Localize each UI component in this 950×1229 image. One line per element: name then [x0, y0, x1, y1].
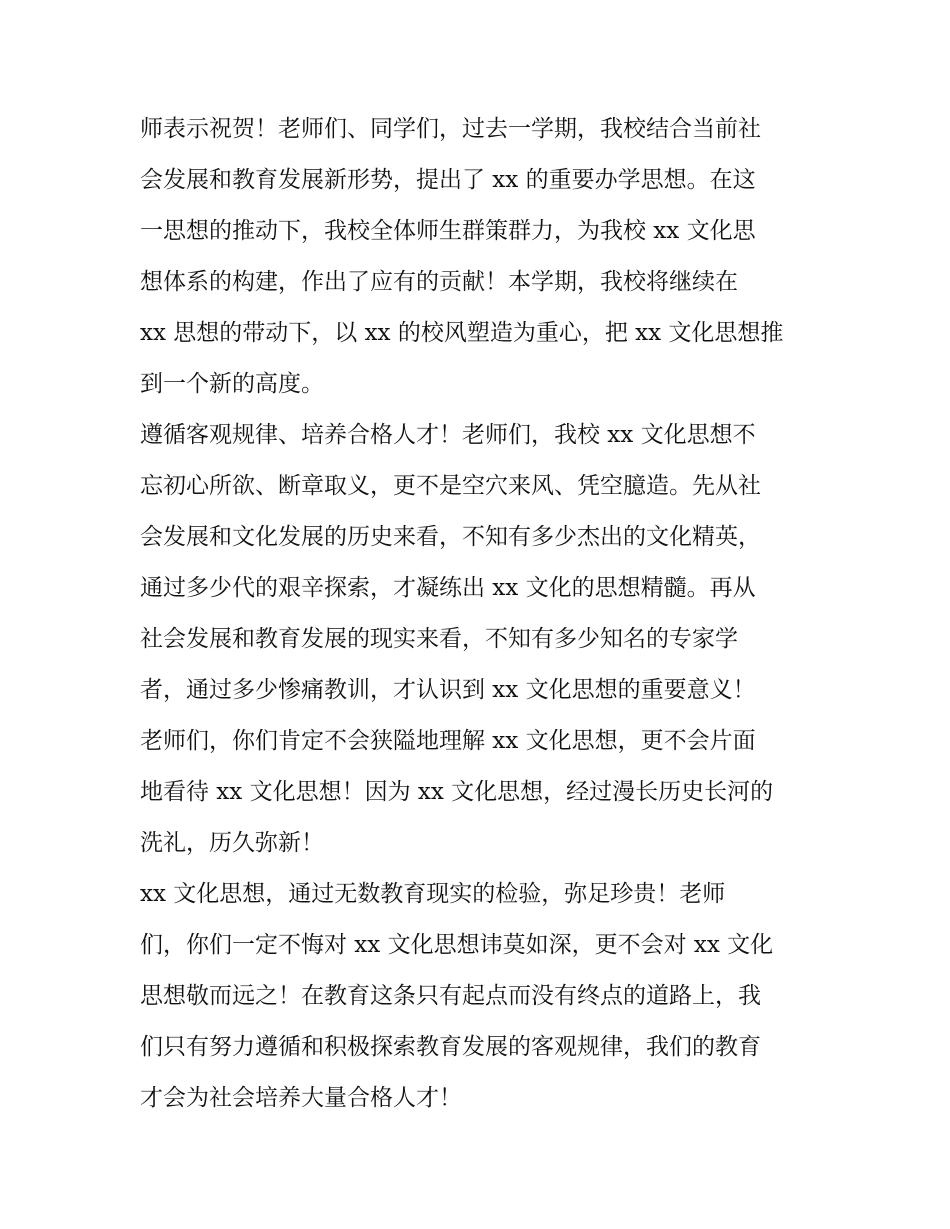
text-line: 者，通过多少惨痛教训，才认识到 xx 文化思想的重要意义！: [140, 677, 756, 703]
text-line: 们只有努力遵循和积极探索教育发展的客观规律，我们的教育: [140, 1034, 761, 1060]
text-line: 通过多少代的艰辛探索，才凝练出 xx 文化的思想精髓。再从: [140, 575, 756, 601]
text-line: 老师们，你们肯定不会狭隘地理解 xx 文化思想，更不会片面: [140, 728, 756, 754]
text-line: 到一个新的高度。: [140, 371, 324, 397]
text-line: 想体系的构建，作出了应有的贡献！本学期，我校将继续在: [140, 269, 738, 295]
text-line: 地看待 xx 文化思想！因为 xx 文化思想，经过漫长历史长河的: [140, 779, 774, 805]
text-line: xx 思想的带动下，以 xx 的校风塑造为重心，把 xx 文化思想推: [140, 320, 784, 346]
text-line: 会发展和文化发展的历史来看，不知有多少杰出的文化精英，: [140, 524, 761, 550]
text-line: xx 文化思想，通过无数教育现实的检验，弥足珍贵！老师: [140, 881, 726, 907]
text-line: 遵循客观规律、培养合格人才！老师们，我校 xx 文化思想不: [140, 422, 756, 448]
text-line: 们，你们一定不悔对 xx 文化思想讳莫如深，更不会对 xx 文化: [140, 932, 774, 958]
text-line: 才会为社会培养大量合格人才！: [140, 1085, 462, 1111]
text-line: 忘初心所欲、断章取义，更不是空穴来风、凭空臆造。先从社: [140, 473, 761, 499]
text-line: 师表示祝贺！老师们、同学们，过去一学期，我校结合当前社: [140, 116, 761, 142]
text-line: 会发展和教育发展新形势，提出了 xx 的重要办学思想。在这: [140, 167, 756, 193]
text-line: 思想敬而远之！在教育这条只有起点而没有终点的道路上，我: [140, 983, 761, 1009]
text-line: 社会发展和教育发展的现实来看，不知有多少知名的专家学: [140, 626, 738, 652]
text-line: 洗礼，历久弥新！: [140, 830, 324, 856]
text-line: 一思想的推动下，我校全体师生群策群力，为我校 xx 文化思: [140, 218, 756, 244]
document-body: [140, 104, 820, 1124]
